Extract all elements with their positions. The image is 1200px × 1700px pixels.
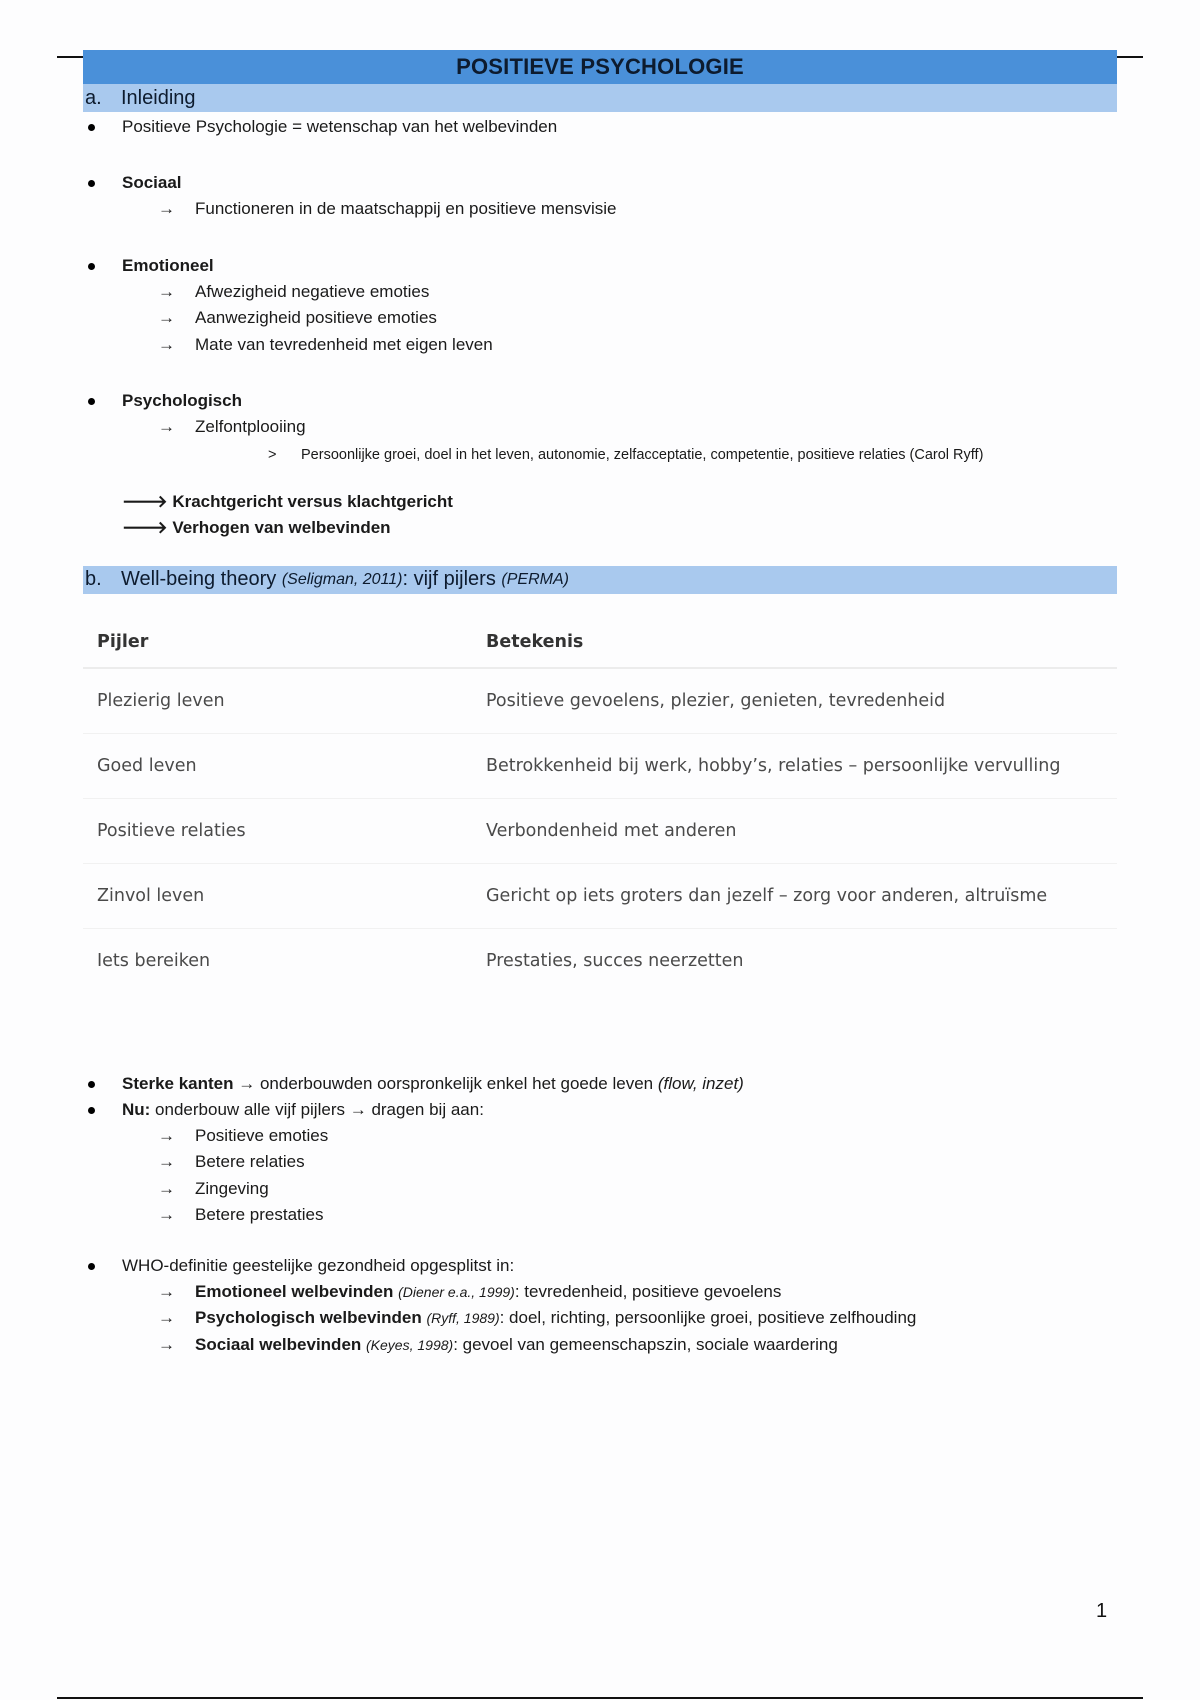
document — [83, 50, 1117, 1358]
table-cell: Plezierig leven — [83, 668, 472, 734]
sub-item: → Afwezigheid negatieve emoties — [158, 281, 430, 301]
table-cell: Goed leven — [83, 733, 472, 798]
sub-sub-item: > Persoonlijke groei, doel in het leven, autonomie, zelfacceptatie, competentie, positieve relaties (Carol Ryff) — [268, 446, 984, 463]
table-cell: Positieve relaties — [83, 798, 472, 863]
perma-table — [83, 622, 1117, 993]
bottom-rule — [57, 1697, 1143, 1699]
sub-item: → Emotioneel welbevinden (Diener e.a., 1999): tevredenheid, positieve gevoelens — [158, 1281, 782, 1301]
sub-item: → Betere prestaties — [158, 1205, 324, 1224]
column-header: Pijler — [83, 622, 472, 668]
table-cell: Prestaties, succes neerzetten — [486, 950, 744, 971]
table-cell: Verbondenheid met anderen — [472, 798, 1117, 863]
list-item-sterke-kanten: Sterke kanten → onderbouwden oorspronkelijk enkel het goede leven (flow, inzet) — [83, 1071, 1117, 1097]
table-cell: Betrokkenheid bij werk, hobby’s, relaties – persoonlijke vervulling — [472, 733, 1117, 798]
list-item-nu: Nu: onderbouw alle vijf pijlers → dragen bij aan: — [83, 1097, 1117, 1123]
table-cell: Gericht op iets groters dan jezelf – zorg voor anderen, altruïsme — [472, 863, 1117, 928]
table-row — [83, 733, 1117, 798]
list-item-emotioneel: Emotioneel — [83, 253, 1117, 279]
sub-item: → Zelfontplooiing — [158, 417, 306, 436]
list-item-sociaal: Sociaal — [83, 170, 1117, 196]
table-row — [83, 798, 1117, 863]
conclusion-1: 🡒 Krachtgericht versus klachtgericht — [122, 491, 453, 511]
sub-item: → Zingeving — [158, 1178, 269, 1198]
sub-item: → Sociaal welbevinden (Keyes, 1998): gevoel van gemeenschapszin, sociale waardering — [158, 1334, 838, 1354]
sub-item: → Positieve emoties — [158, 1125, 329, 1145]
lower-section — [83, 1071, 1117, 1359]
sub-item: → Psychologisch welbevinden (Ryff, 1989): doel, richting, persoonlijke groei, positieve zelfhouding — [158, 1308, 917, 1327]
table-cell: Positieve gevoelens, plezier, genieten, tevredenheid — [472, 668, 1117, 734]
conclusion-2: 🡒 Verhogen van welbevinden — [122, 518, 391, 537]
table-row — [83, 863, 1117, 928]
page-number: 1 — [1096, 1600, 1108, 1622]
column-header: Betekenis — [472, 622, 1117, 668]
sub-item: → Betere relaties — [158, 1152, 305, 1171]
table-row — [83, 928, 1117, 993]
section-b-heading: b. Well-being theory (Seligman, 2011) : vijf pijlers (PERMA) — [83, 566, 1117, 594]
section-a-heading: a. Inleiding — [83, 84, 1117, 112]
table-cell: Zinvol leven — [83, 863, 472, 928]
table-header-row — [83, 622, 1117, 668]
list-item-psychologisch: Psychologisch — [83, 388, 1117, 414]
table-cell: Iets bereiken — [97, 950, 211, 971]
sub-item: → Mate van tevredenheid met eigen leven — [158, 334, 493, 354]
list-item-who: WHO-definitie geestelijke gezondheid opgesplitst in: — [83, 1253, 1117, 1279]
sub-item: → Aanwezigheid positieve emoties — [158, 308, 437, 327]
page-title: POSITIEVE PSYCHOLOGIE — [83, 50, 1117, 84]
list-item: Positieve Psychologie = wetenschap van het welbevinden — [83, 114, 1117, 140]
sub-item: → Functioneren in de maatschappij en positieve mensvisie — [158, 199, 617, 218]
table-row — [83, 668, 1117, 734]
